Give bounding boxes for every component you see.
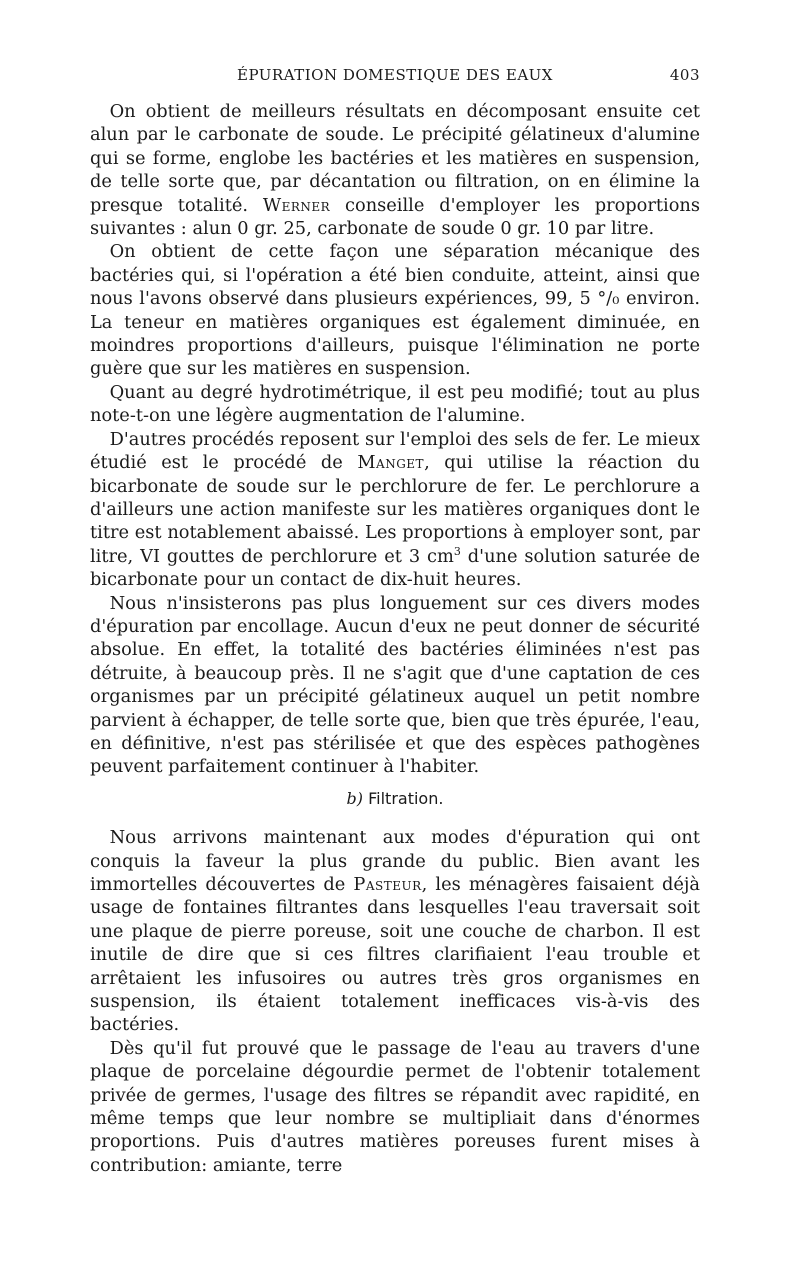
paragraph-text: , qui utilise la réaction du bicarbonate de soude sur le perchlorure de fer. Le perchlorure a d'ailleurs une action manifeste sur les matières organiques dont le titre est notablement abaissé. Les proportions à employer sont, par litre, VI gouttes de perchlorure et 3 cm [90,452,700,567]
paragraph-porcelain: Dès qu'il fut prouvé que le passage de l'eau au travers d'une plaque de porcelaine dégourdie permet de l'obtenir totalement privée de germes, l'usage des filtres se répandit avec rapidité, en même temps que leur nombre se multipliait dans d'énormes proportions. Puis d'autres matières poreuses furent mises à contribution: amiante, terre [90,1037,700,1176]
superscript: 3 [453,544,461,558]
paragraph-text: Nous arrivons maintenant aux modes d'épuration qui ont conquis la faveur la plus grande du public. Bien avant les immortelles découvertes de [90,827,700,895]
paragraph-text: On obtient de meilleurs résultats en décomposant ensuite cet alun par le carbonate de soude. Le précipité gélatineux d'alumine qui se forme, englobe les bactéries et les matières en suspension, de telle sorte que, par décantation ou filtration, on en élimine la presque totalité. [90,101,700,216]
paragraph-text: , les ménagères faisaient déjà usage de fontaines filtrantes dans lesquelles l'eau traversait soit une plaque de pierre poreuse, soit une couche de charbon. Il est inutile de dire que si ces filtres clarifiaient l'eau trouble et arrêtaient les infusoires ou autres très gros organismes en suspension, ils étaient totalement inefficaces vis-à-vis des bactéries. [90,874,700,1036]
paragraph-alum [90,100,700,240]
page-number: 403 [669,66,700,84]
section-heading [90,787,700,810]
paragraph-separation: On obtient de cette façon une séparation mécanique des bactéries qui, si l'opération a été bien conduite, atteint, ainsi que nous l'avons observé dans plusieurs expériences, 99, 5 °/₀ environ. La teneur en matières organiques est également diminuée, en moindres proportions d'ailleurs, puisque l'élimination ne porte guère que sur les matières en suspension. [90,241,700,380]
body-text [90,100,700,1177]
section-title: Filtration. [368,788,444,808]
paragraph-iron-salts [90,428,700,592]
author-name: Werner [262,194,331,216]
paragraph-text: d'une solution saturée de bicarbonate pour un contact de dix-huit heures. [90,545,700,591]
page-header [90,66,700,90]
paragraph-filtration [90,826,700,1037]
author-name: Pasteur [353,874,422,895]
running-title: ÉPURATION DOMESTIQUE DES EAUX [237,66,553,84]
author-name: Manget [357,452,425,474]
paragraph-encollage: Nous n'insisterons pas plus longuement sur ces divers modes d'épuration par encollage. Aucun d'eux ne peut donner de sécurité absolue. En effet, la totalité des bactéries éliminées n'est pas détruite, à beaucoup près. Il ne s'agit que d'une captation de ces organismes par un précipité gélatineux auquel un petit nombre parvient à échapper, de telle sorte que, bien que très épurée, l'eau, en définitive, n'est pas stérilisée et que des espèces pathogènes peuvent parfaitement continuer à l'habiter. [90,592,700,778]
paragraph-hydrotimetric: Quant au degré hydrotimétrique, il est peu modifié; tout au plus note-t-on une légère augmentation de l'alumine. [90,381,700,427]
section-letter: b) [346,788,364,808]
paragraph-text: D'autres procédés reposent sur l'emploi des sels de fer. Le mieux étudié est le procédé de [90,428,700,474]
paragraph-text: conseille d'employer les proportions suivantes : alun 0 gr. 25, carbonate de soude 0 gr. 10 par litre. [90,194,701,240]
